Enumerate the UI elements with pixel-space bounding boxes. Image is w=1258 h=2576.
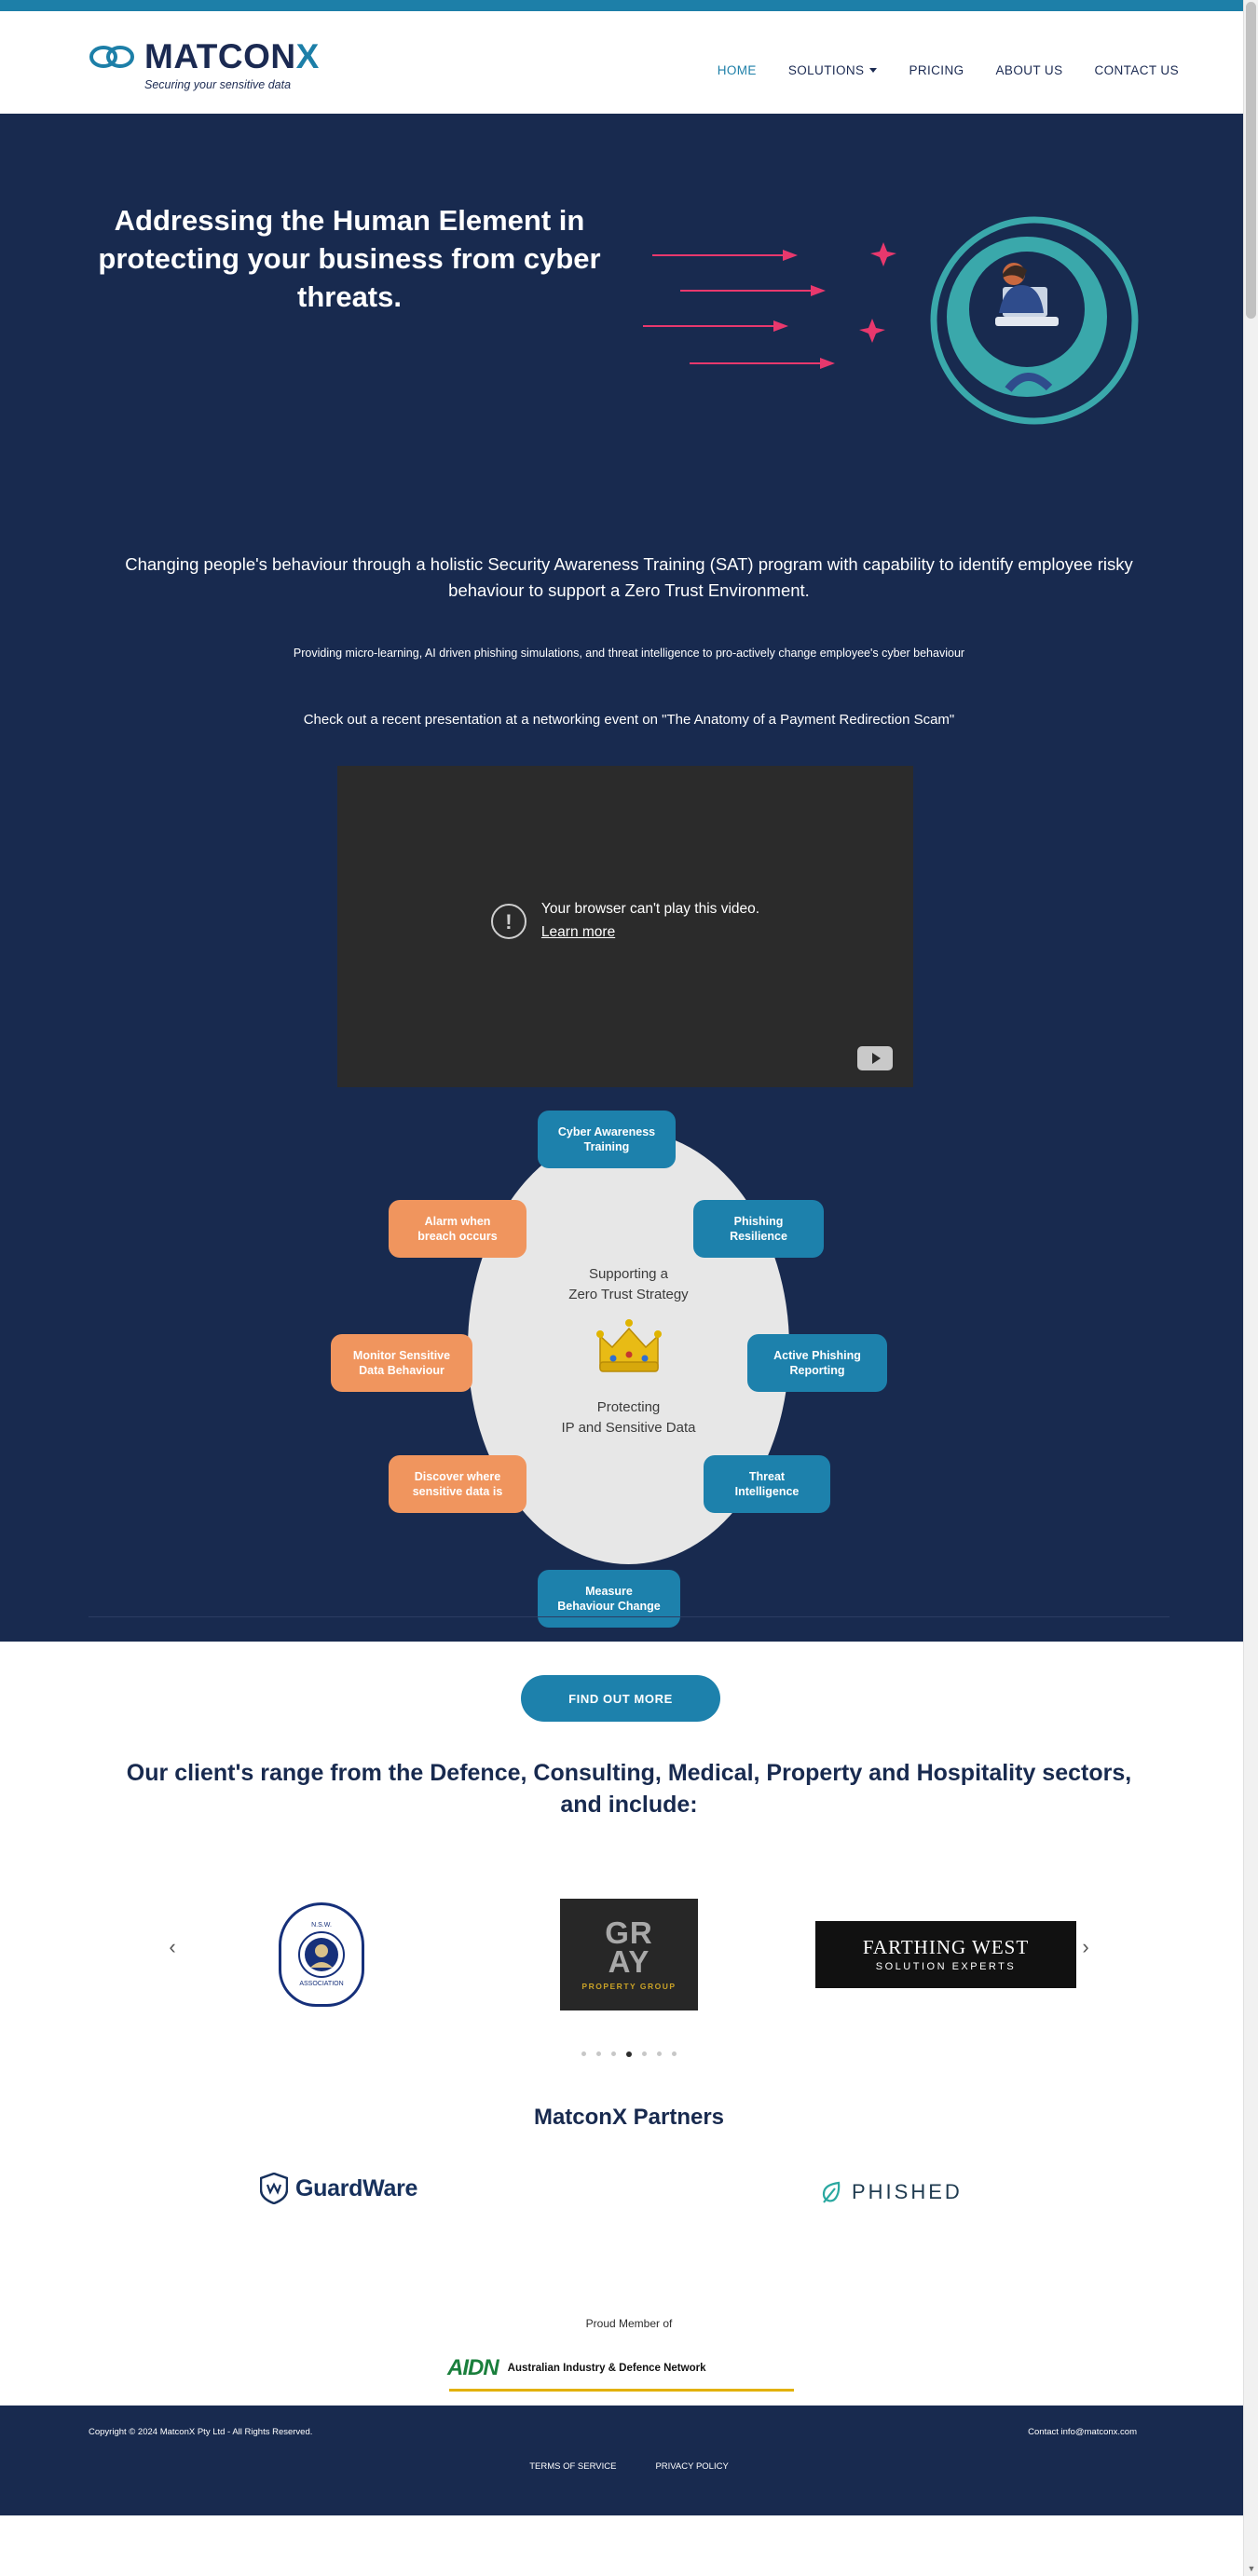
client-logo-nsw-police[interactable]: [219, 1873, 424, 2036]
wheel-node-1-line2: Resilience: [730, 1230, 787, 1243]
zero-trust-wheel-diagram: [280, 1111, 978, 1613]
carousel-dot[interactable]: [596, 2051, 601, 2056]
wheel-node-threat-intelligence[interactable]: [704, 1455, 830, 1513]
wheel-center-bottom-line2: IP and Sensitive Data: [561, 1419, 696, 1436]
wheel-node-6-line2: Data Behaviour: [359, 1364, 444, 1377]
warning-icon: !: [491, 904, 526, 939]
wheel-center-top-line1: Supporting a: [588, 1266, 669, 1282]
wheel-node-monitor-sensitive-data-behaviour[interactable]: [331, 1334, 472, 1392]
wheel-node-4-line2: Behaviour Change: [557, 1600, 661, 1613]
gray-logo-line1: GR: [605, 1915, 653, 1951]
client-logo-farthing-west[interactable]: [792, 1873, 1100, 2036]
page-content: [0, 11, 1258, 2576]
partner-phished[interactable]: [820, 2180, 963, 2204]
nsw-police-badge-icon: [279, 1902, 364, 2007]
hero-micro-line: Providing micro-learning, AI driven phishing simulations, and threat intelligence to pro-actively change employee's cyber behaviour: [293, 647, 965, 660]
aidn-membership-logo[interactable]: [447, 2350, 811, 2387]
nav-item-pricing-label: PRICING: [909, 63, 964, 77]
chevron-down-icon: [869, 68, 877, 73]
nav-item-home[interactable]: [718, 63, 757, 77]
nav-item-contact-us[interactable]: [1094, 63, 1179, 77]
partner-guardware[interactable]: [260, 2173, 417, 2204]
footer-contact: Contact info@matconx.com: [1028, 2427, 1137, 2437]
aidn-mark: AIDN: [447, 2355, 499, 2380]
wheel-node-2-line1: Active Phishing: [773, 1348, 861, 1362]
hero-section: [0, 114, 1258, 1642]
site-footer: [0, 2406, 1258, 2515]
carousel-dot[interactable]: [657, 2051, 662, 2056]
wheel-node-0-line2: Training: [583, 1140, 630, 1153]
chevron-left-icon[interactable]: ‹: [169, 1935, 176, 1958]
hero-presentation-line: Check out a recent presentation at a networking event on "The Anatomy of a Payment Redirection Scam": [303, 712, 955, 728]
wheel-center-top-text: [468, 1264, 789, 1305]
wheel-node-5-line2: sensitive data is: [412, 1485, 503, 1498]
footer-copyright: Copyright © 2024 MatconX Pty Ltd - All Rights Reserved.: [89, 2427, 313, 2437]
hero-subtitle: Changing people's behaviour through a holistic Security Awareness Training (SAT) program with capability to identify employee risky behaviour to support a Zero Trust Environment.: [125, 554, 1133, 600]
carousel-dots: [0, 2051, 1258, 2057]
logo-wordmark-accent: X: [295, 37, 320, 75]
wheel-node-measure-behaviour-change[interactable]: [538, 1570, 680, 1628]
nav-item-about-us[interactable]: [996, 63, 1063, 77]
phished-label: PHISHED: [852, 2180, 963, 2203]
nav-item-contact-us-label: CONTACT US: [1094, 63, 1179, 77]
nav-item-home-label: HOME: [717, 63, 757, 77]
gray-property-group-logo: [560, 1899, 698, 2010]
video-error-message: [337, 898, 913, 945]
footer-link-terms-of-service[interactable]: TERMS OF SERVICE: [529, 2461, 617, 2472]
guardware-label: GuardWare: [295, 2174, 418, 2201]
wheel-node-7-line2: breach occurs: [417, 1230, 498, 1243]
aidn-name: Australian Industry & Defence Network: [507, 2363, 706, 2374]
nav-item-solutions[interactable]: [788, 63, 878, 77]
wheel-node-active-phishing-reporting[interactable]: [747, 1334, 887, 1392]
wheel-node-cyber-awareness-training[interactable]: [538, 1111, 676, 1168]
video-learn-more-link[interactable]: Learn more: [540, 923, 616, 940]
client-logo-carousel: [121, 1873, 1137, 2036]
clients-heading: Our client's range from the Defence, Consulting, Medical, Property and Hospitality sectors, and include:: [126, 1760, 1132, 1818]
wheel-node-2-line2: Reporting: [789, 1364, 845, 1377]
proud-member-label: Proud Member of: [585, 2317, 673, 2330]
carousel-dot[interactable]: [642, 2051, 647, 2056]
chevron-right-icon[interactable]: ›: [1082, 1935, 1089, 1958]
wheel-node-3-line1: Threat: [748, 1469, 786, 1483]
wheel-node-4-line1: Measure: [585, 1584, 633, 1598]
site-header: [0, 11, 1258, 114]
guardware-shield-icon: [260, 2173, 288, 2204]
wheel-center-top-line2: Zero Trust Strategy: [568, 1286, 689, 1302]
partners-heading: MatconX Partners: [533, 2105, 725, 2130]
carousel-dot[interactable]: [672, 2051, 677, 2056]
main-navigation: [718, 63, 1179, 77]
video-player[interactable]: [337, 766, 913, 1087]
find-out-more-button[interactable]: FIND OUT MORE: [521, 1675, 720, 1722]
wheel-node-5-line1: Discover where: [414, 1469, 501, 1483]
scrollbar-thumb[interactable]: [1246, 2, 1256, 319]
browser-accent-strip: [0, 0, 1258, 11]
hero-divider: [89, 1616, 1169, 1617]
nav-item-about-us-label: ABOUT US: [995, 63, 1063, 77]
youtube-icon[interactable]: [857, 1046, 893, 1070]
police-badge-line3: ASSOCIATION: [299, 1980, 344, 1987]
wheel-node-3-line2: Intelligence: [734, 1485, 800, 1498]
carousel-dot[interactable]: [581, 2051, 586, 2056]
wheel-node-0-line1: Cyber Awareness: [557, 1124, 656, 1138]
aidn-underline: [449, 2389, 794, 2392]
gray-logo-sub: PROPERTY GROUP: [581, 1981, 677, 1991]
police-badge-line1: N.S.W.: [311, 1921, 332, 1929]
nav-item-pricing[interactable]: [909, 63, 964, 77]
carousel-dot[interactable]: [611, 2051, 616, 2056]
footer-link-privacy-policy[interactable]: PRIVACY POLICY: [655, 2461, 729, 2472]
gray-logo-line2: AY: [608, 1944, 650, 1980]
wheel-node-1-line1: Phishing: [733, 1214, 784, 1228]
logo-wordmark: [144, 37, 320, 76]
nav-item-solutions-label: SOLUTIONS: [787, 63, 865, 77]
hero-title: Addressing the Human Element in protecting your business from cyber threats.: [98, 204, 601, 313]
scroll-down-icon[interactable]: ▼: [1247, 2564, 1256, 2573]
hero-illustration: [643, 216, 1202, 430]
wheel-node-phishing-resilience[interactable]: [693, 1200, 824, 1258]
logo-tagline: Securing your sensitive data: [144, 78, 292, 91]
farthing-line1: FARTHING WEST: [862, 1936, 1030, 1958]
clients-and-partners-section: [0, 1642, 1258, 2406]
wheel-node-alarm-when-breach-occurs[interactable]: [389, 1200, 526, 1258]
wheel-center-bottom-text: [468, 1397, 789, 1438]
footer-links: [0, 2461, 1258, 2472]
farthing-west-logo: [815, 1921, 1076, 1988]
page-scrollbar[interactable]: [1243, 0, 1258, 2576]
crown-icon: [595, 1317, 663, 1375]
carousel-dot-active[interactable]: [626, 2051, 632, 2057]
wheel-center-bottom-line1: Protecting: [596, 1399, 661, 1415]
matconx-chain-logo-icon: [89, 43, 139, 71]
wheel-node-6-line1: Monitor Sensitive: [352, 1348, 451, 1362]
wheel-node-discover-sensitive-data[interactable]: [389, 1455, 526, 1513]
video-error-text: Your browser can't play this video.: [540, 901, 760, 917]
site-logo[interactable]: [89, 37, 320, 91]
logo-wordmark-main: MATCON: [144, 37, 296, 75]
wheel-node-7-line1: Alarm when: [424, 1214, 491, 1228]
farthing-line2: SOLUTION EXPERTS: [875, 1961, 1017, 1972]
client-logo-gray-property-group[interactable]: [508, 1873, 750, 2036]
phished-leaf-icon: [820, 2180, 842, 2204]
